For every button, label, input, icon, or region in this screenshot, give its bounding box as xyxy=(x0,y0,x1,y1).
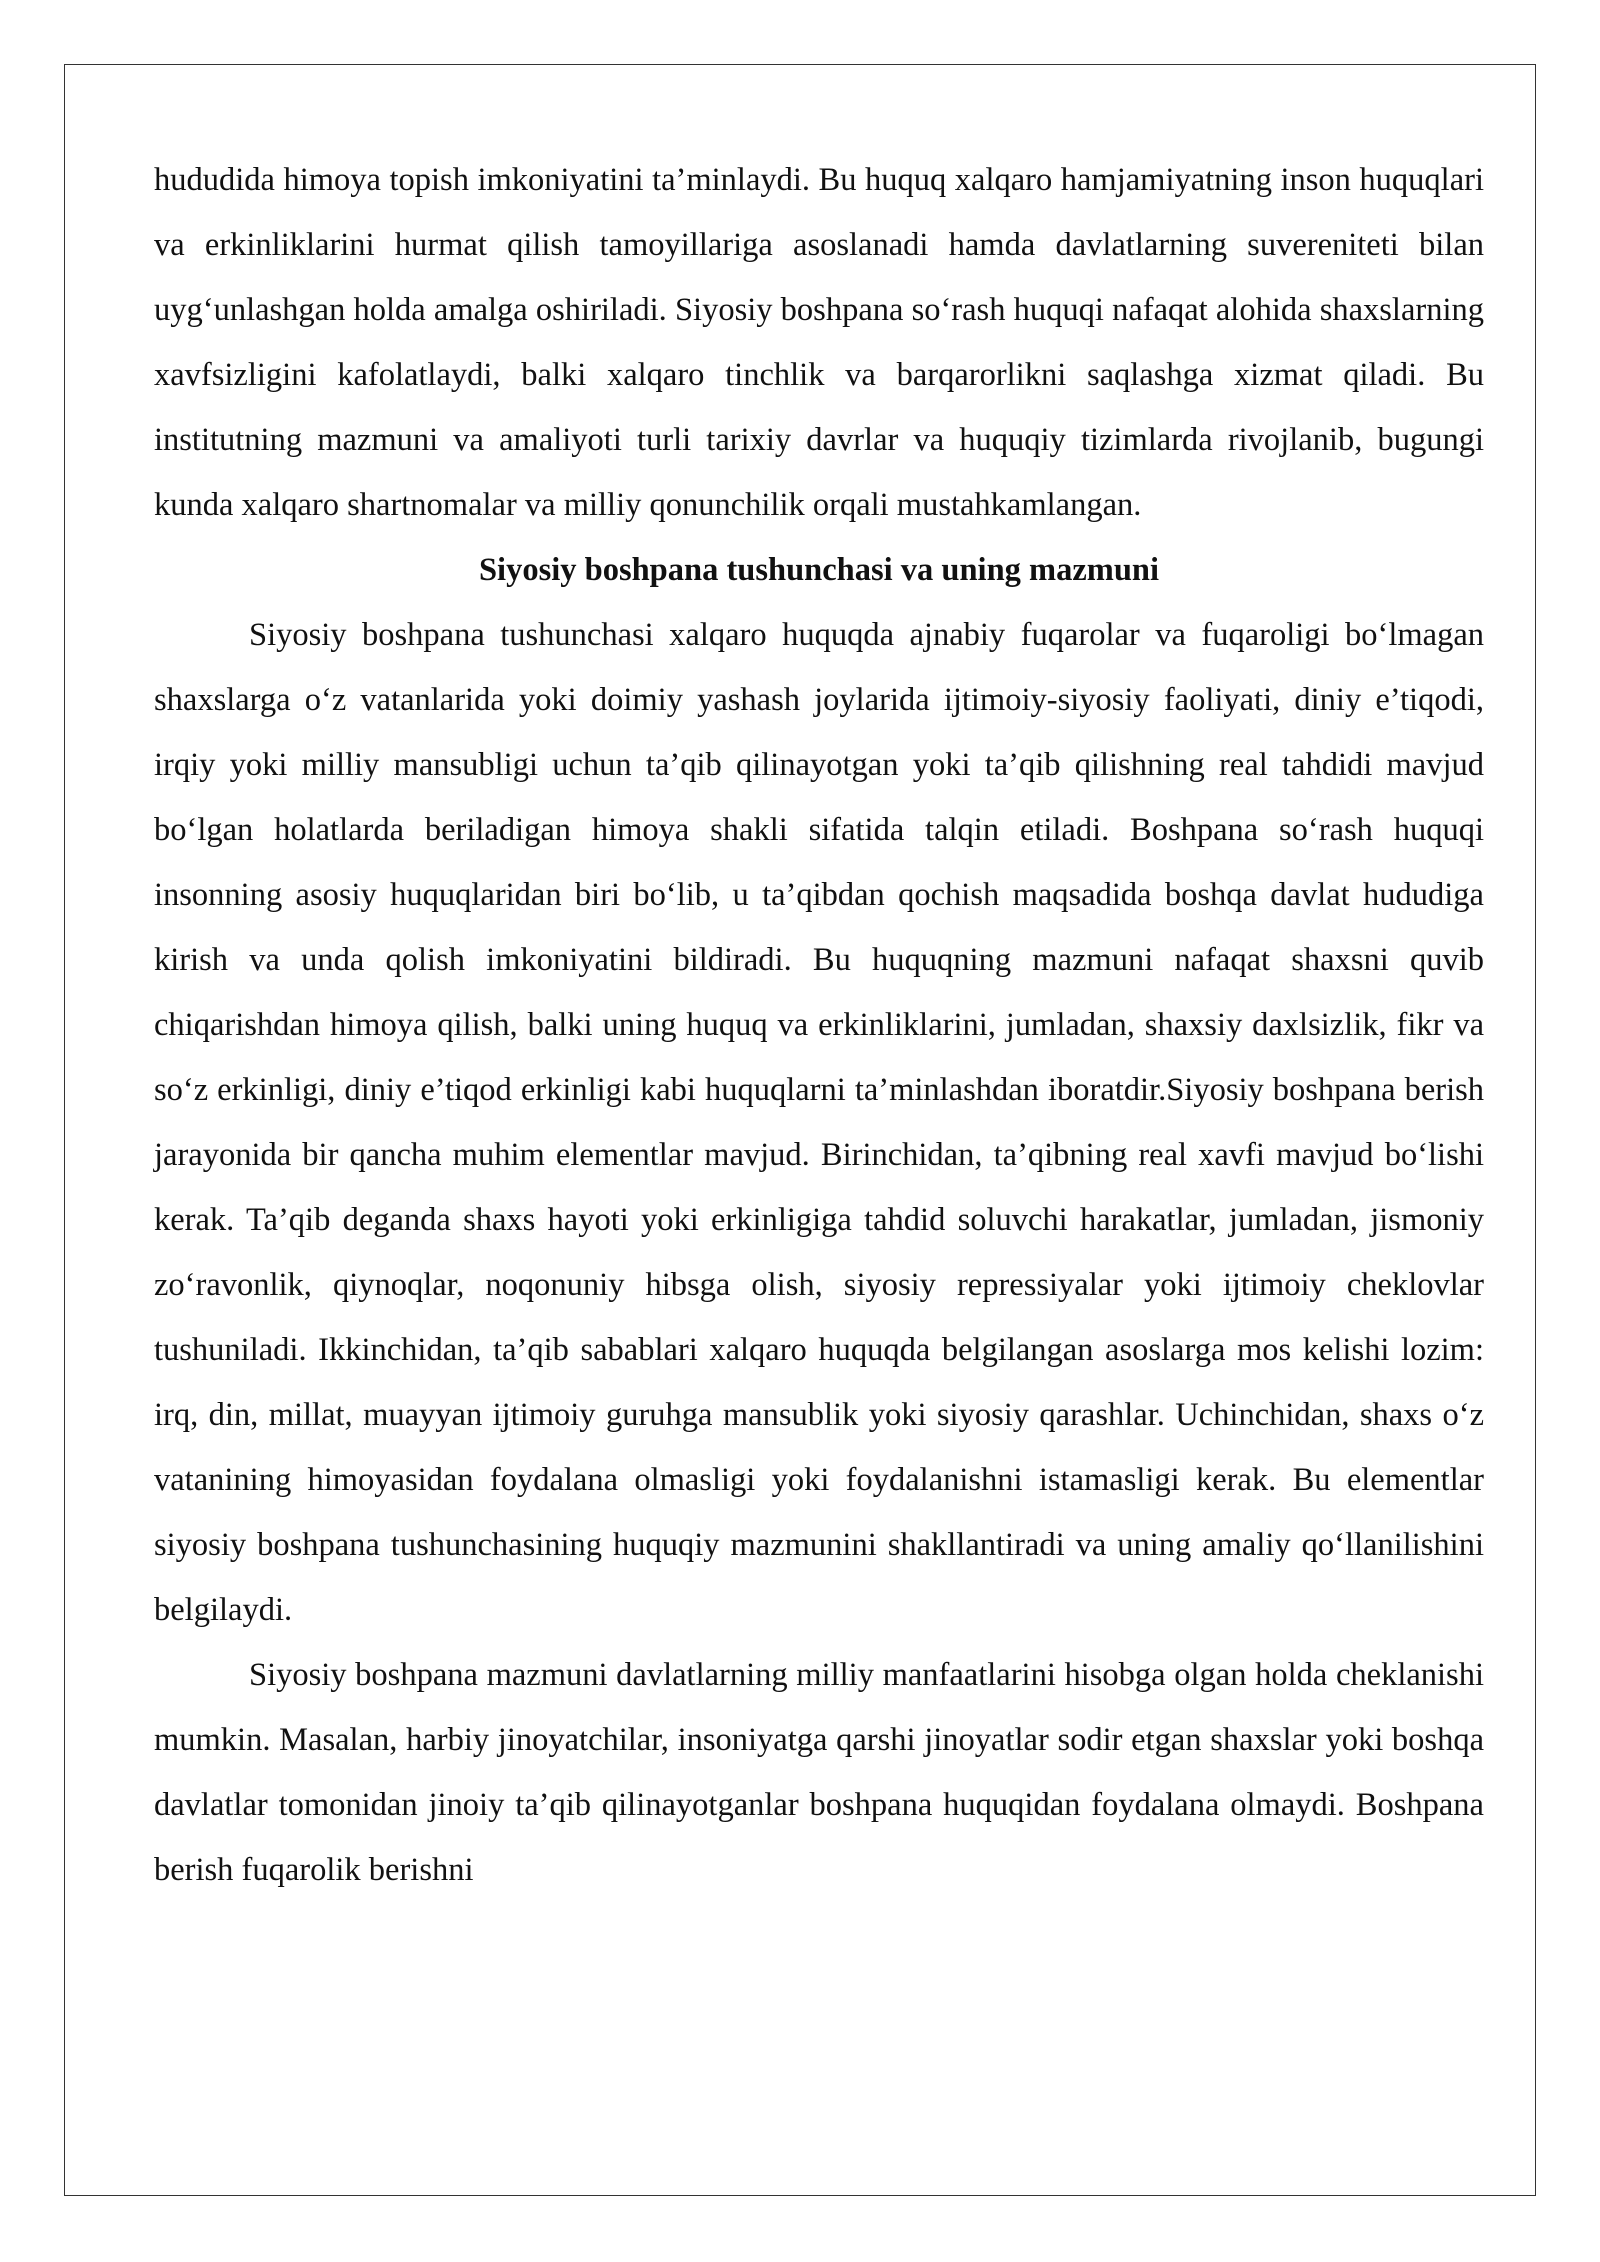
document-body xyxy=(154,148,1484,1903)
paragraph-limitations: Siyosiy boshpana mazmuni davlatlarning milliy manfaatlarini hisobga olgan holda cheklanishi mumkin. Masalan, harbiy jinoyatchilar, insoniyatga qarshi jinoyatlar sodir etgan shaxslar yoki boshqa davlatlar tomonidan jinoiy ta’qib qilinayotganlar boshpana huquqidan foydalana olmaydi. Boshpana berish fuqarolik berishni xyxy=(154,1657,1484,1888)
section-heading: Siyosiy boshpana tushunchasi va uning mazmuni xyxy=(478,552,1160,588)
paragraph-definition: Siyosiy boshpana tushunchasi xalqaro huquqda ajnabiy fuqarolar va fuqaroligi boʻlmagan shaxslarga oʻz vatanlarida yoki doimiy yashash joylarida ijtimoiy-siyosiy faoliyati, diniy e’tiqodi, irqiy yoki milliy mansubligi uchun ta’qib qilinayotgan yoki ta’qib qilishning real tahdidi mavjud boʻlgan holatlarda beriladigan himoya shakli sifatida talqin etiladi. Boshpana soʻrash huquqi insonning asosiy huquqlaridan biri boʻlib, u ta’qibdan qochish maqsadida boshqa davlat hududiga kirish va unda qolish imkoniyatini bildiradi. Bu huquqning mazmuni nafaqat shaxsni quvib chiqarishdan himoya qilish, balki uning huquq va erkinliklarini, jumladan, shaxsiy daxlsizlik, fikr va soʻz erkinligi, diniy e’tiqod erkinligi kabi huquqlarni ta’minlashdan iboratdir.Siyosiy boshpana berish jarayonida bir qancha muhim elementlar mavjud. Birinchidan, ta’qibning real xavfi mavjud boʻlishi kerak. Ta’qib deganda shaxs hayoti yoki erkinligiga tahdid soluvchi harakatlar, jumladan, jismoniy zoʻravonlik, qiynoqlar, noqonuniy hibsga olish, siyosiy repressiyalar yoki ijtimoiy cheklovlar tushuniladi. Ikkinchidan, ta’qib sabablari xalqaro huquqda belgilangan asoslarga mos kelishi lozim: irq, din, millat, muayyan ijtimoiy guruhga mansublik yoki siyosiy qarashlar. Uchinchidan, shaxs oʻz vatanining himoyasidan foydalana olmasligi yoki foydalanishni istamasligi kerak. Bu elementlar siyosiy boshpana tushunchasining huquqiy mazmunini shakllantiradi va uning amaliy qoʻllanilishini belgilaydi. xyxy=(154,617,1484,1628)
paragraph-continuation: hududida himoya topish imkoniyatini ta’minlaydi. Bu huquq xalqaro hamjamiyatning inson huquqlari va erkinliklarini hurmat qilish tamoyillariga asoslanadi hamda davlatlarning suvereniteti bilan uygʻunlashgan holda amalga oshiriladi. Siyosiy boshpana soʻrash huquqi nafaqat alohida shaxslarning xavfsizligini kafolatlaydi, balki xalqaro tinchlik va barqarorlikni saqlashga xizmat qiladi. Bu institutning mazmuni va amaliyoti turli tarixiy davrlar va huquqiy tizimlarda rivojlanib, bugungi kunda xalqaro shartnomalar va milliy qonunchilik orqali mustahkamlangan. xyxy=(154,162,1484,523)
